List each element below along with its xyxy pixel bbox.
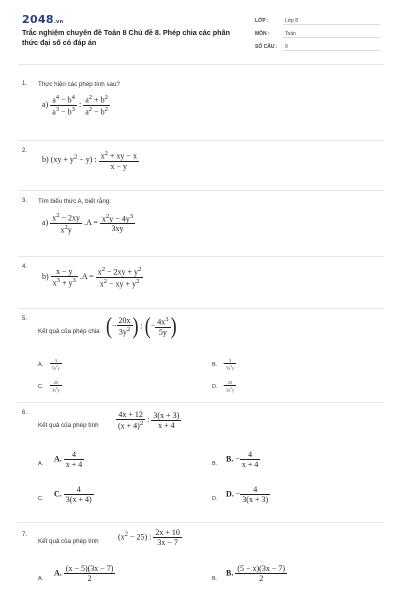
option-a[interactable]: A. [38, 362, 44, 368]
question-divider [18, 190, 384, 191]
option-c[interactable]: C. [38, 384, 44, 390]
option-b[interactable]: B. [212, 362, 218, 368]
math-expression: a) $\frac{x^2 - 2xy}{x^2y}$ .A = $\frac{x^2y - 4y^3}{3xy}$ [42, 212, 134, 235]
question-divider [18, 140, 384, 141]
option-d[interactable]: D. [212, 496, 218, 502]
question-divider [18, 402, 384, 403]
question-divider [18, 256, 384, 257]
question-number: 4. [22, 264, 28, 270]
meta-mon: MÔN : Toán [255, 31, 385, 38]
option-b-expr: B. $\frac{(5 - x)(3x - 7)}{2}$ [226, 564, 286, 583]
meta-lop: LỚP : Lớp 8 [255, 18, 385, 25]
option-a-expr: A. $\frac{(x - 5)(3x - 7)}{2}$ [54, 564, 114, 583]
question-text: Kết quả của phép tính [38, 538, 99, 545]
question-divider [18, 522, 384, 523]
question-text: Kết quả của phép chia [38, 328, 100, 335]
question-text: Kết quả của phép tính [38, 422, 99, 429]
option-c-expr: C. $\frac{4}{3(x + 4)}$ [54, 485, 92, 504]
option-c-expr: $\frac{25}{3x^2y}$ [52, 380, 60, 393]
math-expression: b) $(xy + y^2 - y)$ : $\frac{x^2 + xy - x}{x - y}$ [42, 150, 137, 171]
option-d-expr: − $\frac{25}{3x^2y}$ [222, 380, 234, 393]
header-divider [18, 64, 384, 65]
math-expression: (− $\frac{20x}{3y^2}$ ) : (− $\frac{4x^3}{5y}$ ) [106, 312, 177, 339]
option-c[interactable]: C. [38, 496, 44, 502]
question-text: Thực hiện các phép tính sau? [38, 81, 120, 88]
meta-socau: SỐ CÂU : 9 [255, 44, 385, 51]
option-d[interactable]: D. [212, 384, 218, 390]
option-a[interactable]: A. [38, 461, 44, 467]
math-expression: a) $\frac{a^4 - b^4}{a^3 - b^3}$ : $\frac{a^2 + b^2}{a^2 - b^2}$ [42, 94, 108, 117]
page-title: Trắc nghiệm chuyên đề Toán 8 Chủ đề 8. Phép chia các phân thức đại số có đáp án [22, 28, 230, 47]
page-header [0, 0, 400, 60]
site-logo[interactable]: 2048.vn [22, 13, 64, 26]
option-a[interactable]: A. [38, 576, 44, 582]
math-expression: $\frac{4x + 12}{(x + 4)^2}$ : $\frac{3(x + 3)}{x + 4}$ [118, 410, 180, 431]
option-a-expr: $\frac{3}{5x^2y}$ [52, 358, 60, 371]
question-divider [18, 308, 384, 309]
math-expression: $(x^2 - 25)$ : $\frac{2x + 10}{3x - 7}$ [118, 528, 180, 547]
math-expression: b) $\frac{x - y}{x^3 + y^3}$ .A = $\frac{x^2 - 2xy + y^2}{x^2 - xy + y^2}$ [42, 266, 142, 289]
question-number: 7. [22, 532, 28, 538]
option-b[interactable]: B. [212, 576, 218, 582]
option-d-expr: D. − $\frac{4}{3(x + 3)}$ [226, 485, 269, 504]
question-text: Tìm biểu thức A, biết rằng: [38, 198, 111, 205]
question-number: 3. [22, 198, 28, 204]
option-b-expr: − $\frac{3}{5x^2y}$ [222, 358, 234, 371]
question-number: 6. [22, 410, 28, 416]
question-number: 2. [22, 148, 28, 154]
option-a-expr: A. $\frac{4}{x + 4}$ [54, 450, 83, 469]
question-number: 1. [22, 81, 28, 87]
option-b[interactable]: B. [212, 461, 218, 467]
question-number: 5. [22, 316, 28, 322]
option-b-expr: B. − $\frac{4}{x + 4}$ [226, 450, 259, 469]
